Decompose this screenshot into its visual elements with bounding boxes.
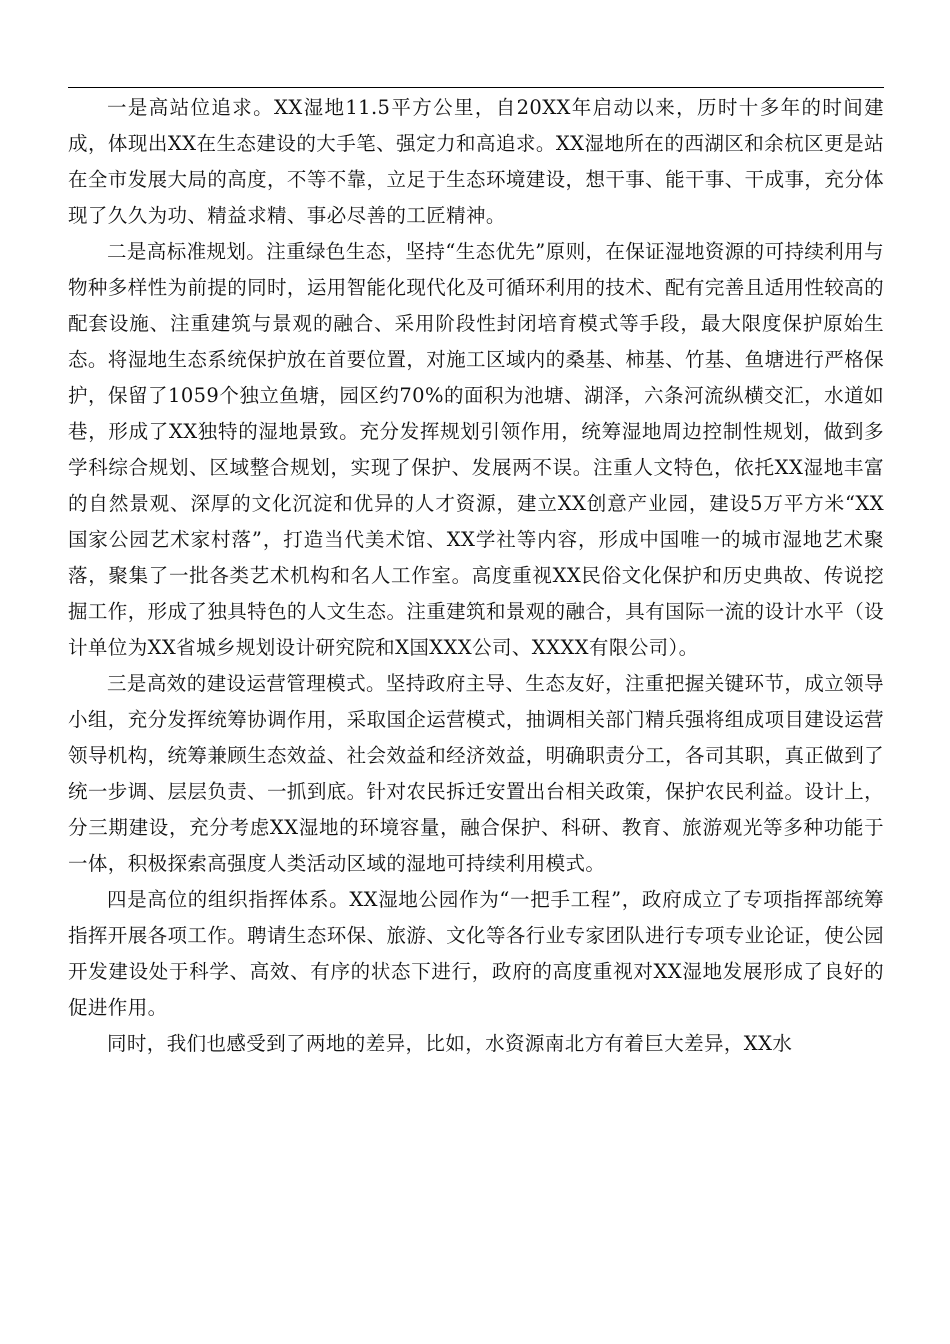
paragraph-high-standard-planning: 二是高标准规划。注重绿色生态，坚持“生态优先”原则，在保证湿地资源的可持续利用与物种多样性为前提的同时，运用智能化现代化及可循环利用的技术、配有完善且适用性较高的配套设施、注重建筑与景观的融合、采用阶段性封闭培育模式等手段，最大限度保护原始生态。将湿地生态系统保护放在首要位置，对施工区域内的桑基、柿基、竹基、鱼塘进行严格保护，保留了1059个独立鱼塘，园区约70%的面积为池塘、湖泽，六条河流纵横交汇，水道如巷，形成了XX独特的湿地景致。充分发挥规划引领作用，统筹湿地周边控制性规划，做到多学科综合规划、区域整合规划，实现了保护、发展两不误。注重人文特色，依托XX湿地丰富的自然景观、深厚的文化沉淀和优异的人才资源，建立XX创意产业园，建设5万平方米“XX国家公园艺术家村落”，打造当代美术馆、XX学社等内容，形成中国唯一的城市湿地艺术聚落，聚集了一批各类艺术机构和名人工作室。高度重视XX民俗文化保护和历史典故、传说挖掘工作，形成了独具特色的人文生态。注重建筑和景观的融合，具有国际一流的设计水平（设计单位为XX省城乡规划设计研究院和X国XXX公司、XXXX有限公司）。 [68,240,884,659]
document-body [68,90,884,1062]
paragraph-differences: 同时，我们也感受到了两地的差异，比如，水资源南北方有着巨大差异，XX水 [107,1032,793,1055]
paragraph-operation-management-model: 三是高效的建设运营管理模式。坚持政府主导、生态友好，注重把握关键环节，成立领导小组，充分发挥统筹协调作用，采取国企运营模式，抽调相关部门精兵强将组成项目建设运营领导机构，统筹兼顾生态效益、社会效益和经济效益，明确职责分工，各司其职，真正做到了统一步调、层层负责、一抓到底。针对农民拆迁安置出台相关政策，保护农民利益。设计上，分三期建设，充分考虑XX湿地的环境容量，融合保护、科研、教育、旅游观光等多种功能于一体，积极探索高强度人类活动区域的湿地可持续利用模式。 [68,672,884,875]
paragraph-command-system: 四是高位的组织指挥体系。XX湿地公园作为“一把手工程”，政府成立了专项指挥部统筹指挥开展各项工作。聘请生态环保、旅游、文化等各行业专家团队进行专项专业论证，使公园开发建设处于科学、高效、有序的状态下进行，政府的高度重视对XX湿地发展形成了良好的促进作用。 [68,888,884,1019]
paragraph-high-position-pursuit: 一是高站位追求。XX湿地11.5平方公里，自20XX年启动以来，历时十多年的时间建成，体现出XX在生态建设的大手笔、强定力和高追求。XX湿地所在的西湖区和余杭区更是站在全市发展大局的高度，不等不靠，立足于生态环境建设，想干事、能干事、干成事，充分体现了久久为功、精益求精、事必尽善的工匠精神。 [68,96,884,227]
header-rule [68,87,884,88]
